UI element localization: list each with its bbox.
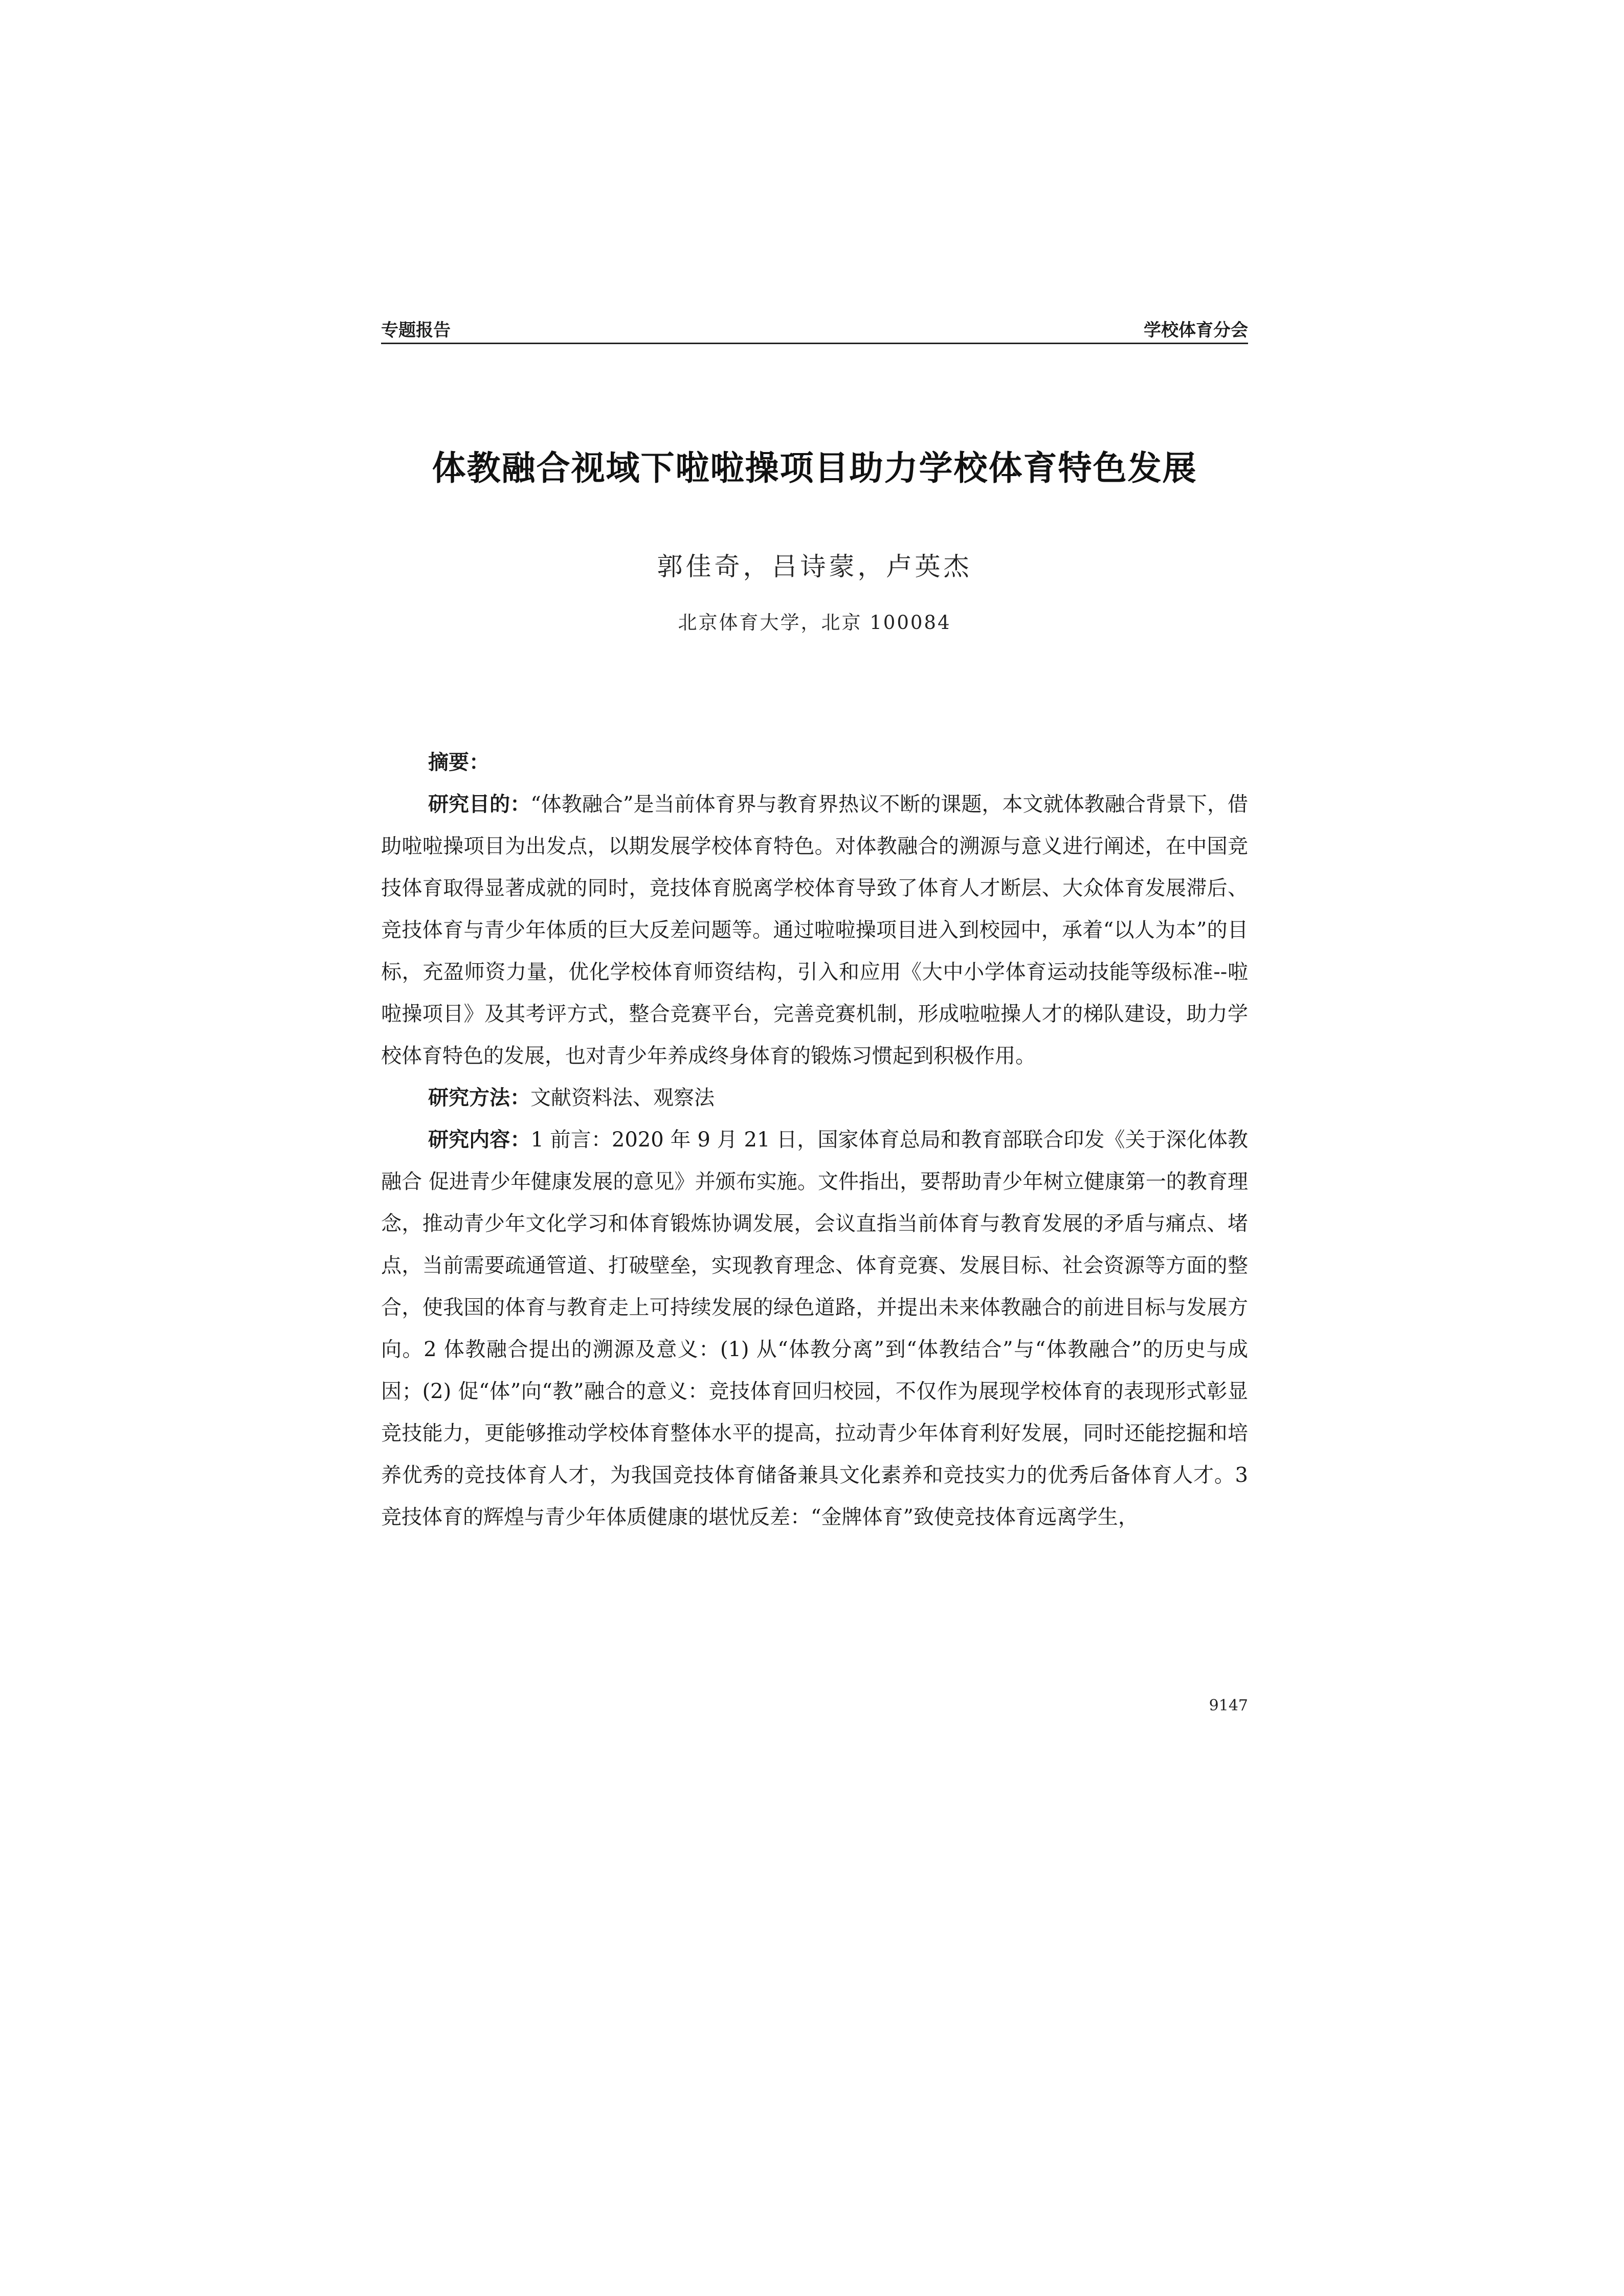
content-text: 1 前言：2020 年 9 月 21 日，国家体育总局和教育部联合印发《关于深化体教融合 促进青少年健康发展的意见》并颁布实施。文件指出，要帮助青少年树立健康第一的教育理念，推动青少年文化学习和体育锻炼协调发展，会议直指当前体育与教育发展的矛盾与痛点、堵点，当前需要疏通管道、打破壁垒，实现教育理念、体育竞赛、发展目标、社会资源等方面的整合，使我国的体育与教育走上可持续发展的绿色道路，并提出未来体教融合的前进目标与发展方向。2 体教融合提出的溯源及意义：(1) 从“体教分离”到“体教结合”与“体教融合”的历史与成因；(2) 促“体”向“教”融合的意义：竞技体育回归校园，不仅作为展现学校体育的表现形式彰显竞技能力，更能够推动学校体育整体水平的提高，拉动青少年体育利好发展，同时还能挖掘和培养优秀的竞技体育人才，为我国竞技体育储备兼具文化素养和竞技实力的优秀后备体育人才。3 竞技体育的辉煌与青少年体质健康的堪忧反差：“金牌体育”致使竞技体育远离学生， [381, 1128, 1249, 1529]
abstract-body [381, 741, 1248, 1538]
method-text: 文献资料法、观察法 [530, 1086, 715, 1110]
content-paragraph [381, 1119, 1248, 1538]
author-affiliation: 北京体育大学，北京 100084 [678, 612, 951, 634]
paper-title: 体教融合视域下啦啦操项目助力学校体育特色发展 [432, 448, 1197, 488]
purpose-label: 研究目的： [428, 793, 531, 816]
header-society-label: 学校体育分会 [1144, 320, 1248, 341]
author-list: 郭佳奇，吕诗蒙，卢英杰 [657, 552, 972, 581]
method-label: 研究方法： [428, 1086, 530, 1110]
header-section-label: 专题报告 [381, 320, 451, 341]
running-header [381, 313, 1248, 344]
page-number: 9147 [1209, 1697, 1248, 1715]
abstract-heading-paragraph [381, 741, 1248, 783]
method-paragraph [381, 1077, 1248, 1119]
content-label: 研究内容： [428, 1128, 531, 1152]
purpose-text: “体教融合”是当前体育界与教育界热议不断的课题，本文就体教融合背景下，借助啦啦操项目为出发点，以期发展学校体育特色。对体教融合的溯源与意义进行阐述，在中国竞技体育取得显著成就的同时，竞技体育脱离学校体育导致了体育人才断层、大众体育发展滞后、竞技体育与青少年体质的巨大反差问题等。通过啦啦操项目进入到校园中，承着“以人为本”的目标，充盈师资力量，优化学校体育师资结构，引入和应用《大中小学体育运动技能等级标准--啦啦操项目》及其考评方式，整合竞赛平台，完善竞赛机制，形成啦啦操人才的梯队建设，助力学校体育特色的发展，也对青少年养成终身体育的锻炼习惯起到积极作用。 [381, 793, 1248, 1068]
abstract-label: 摘要： [428, 751, 490, 774]
purpose-paragraph [381, 783, 1248, 1077]
